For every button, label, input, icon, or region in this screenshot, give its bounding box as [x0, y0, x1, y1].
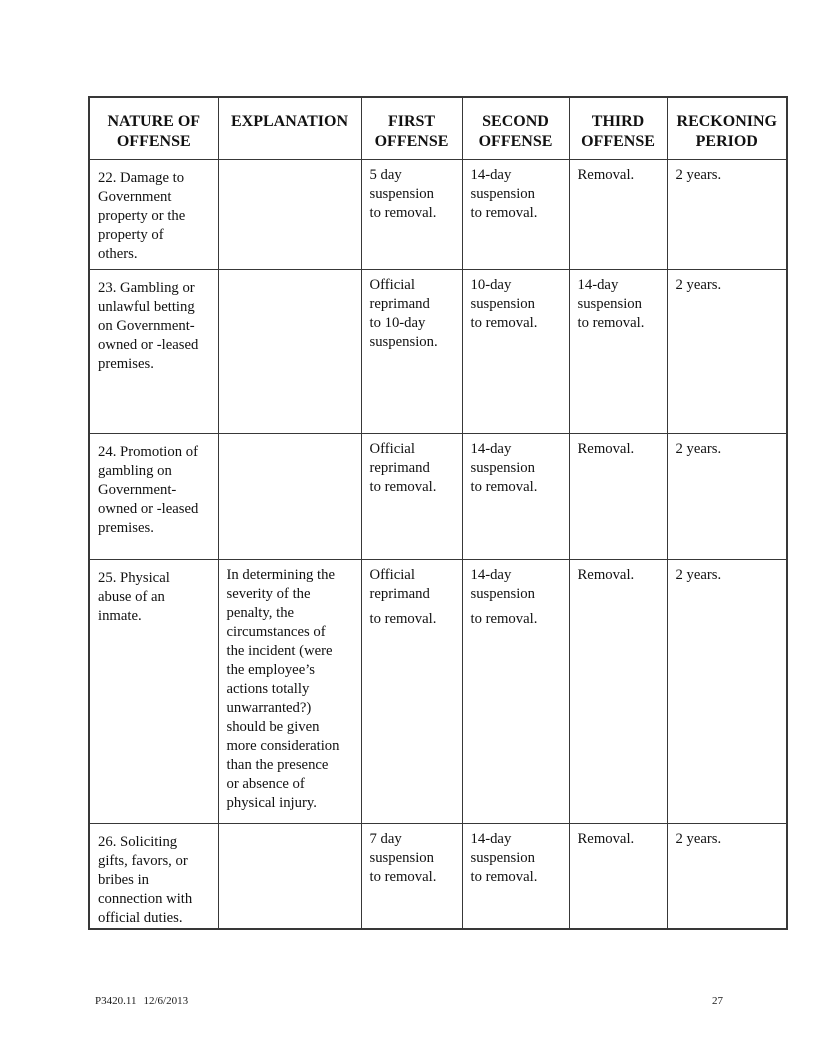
cell-explanation [218, 159, 361, 269]
cell-reckoning-period: 2 years. [667, 269, 787, 433]
cell-explanation: In determining the severity of the penalty, the circumstances of the incident (were the employee’s actions totally unwarranted?) should be given more consideration than the presence or absence of physical injury. [218, 559, 361, 823]
cell-first-offense: Official reprimand to 10-day suspension. [361, 269, 462, 433]
cell-first-offense: Official reprimand to removal. [361, 559, 462, 823]
cell-third-offense: Removal. [569, 823, 667, 929]
header-first-offense: FIRST OFFENSE [361, 97, 462, 159]
cell-first-offense: 7 day suspension to removal. [361, 823, 462, 929]
cell-third-offense: Removal. [569, 559, 667, 823]
cell-reckoning-period: 2 years. [667, 559, 787, 823]
cell-second-offense: 10-day suspension to removal. [462, 269, 569, 433]
page-footer [95, 994, 723, 1008]
cell-third-offense: Removal. [569, 159, 667, 269]
cell-second-offense: 14-day suspension to removal. [462, 559, 569, 823]
offense-row-24 [89, 433, 787, 559]
offense-penalty-table [88, 96, 788, 930]
cell-explanation [218, 433, 361, 559]
header-second-offense: SECOND OFFENSE [462, 97, 569, 159]
cell-second-offense: 14-day suspension to removal. [462, 823, 569, 929]
cell-nature-offense: 25. Physical abuse of an inmate. [89, 559, 218, 823]
cell-nature-offense: 26. Soliciting gifts, favors, or bribes in connection with official duties. [89, 823, 218, 929]
cell-nature-offense: 22. Damage to Government property or the property of others. [89, 159, 218, 269]
table-header-row [89, 97, 787, 159]
cell-reckoning-period: 2 years. [667, 433, 787, 559]
header-nature-of-offense: NATURE OF OFFENSE [89, 97, 218, 159]
cell-first-offense: 5 day suspension to removal. [361, 159, 462, 269]
cell-reckoning-period: 2 years. [667, 823, 787, 929]
header-reckoning-period: RECKONING PERIOD [667, 97, 787, 159]
cell-first-offense: Official reprimand to removal. [361, 433, 462, 559]
cell-second-offense: 14-day suspension to removal. [462, 433, 569, 559]
cell-explanation [218, 823, 361, 929]
offense-row-22 [89, 159, 787, 269]
cell-third-offense: Removal. [569, 433, 667, 559]
offense-row-26 [89, 823, 787, 929]
footer-left [95, 994, 188, 1008]
cell-nature-offense: 23. Gambling or unlawful betting on Government- owned or -leased premises. [89, 269, 218, 433]
footer-date: 12/6/2013 [143, 995, 189, 1007]
header-third-offense: THIRD OFFENSE [569, 97, 667, 159]
cell-nature-offense: 24. Promotion of gambling on Government- owned or -leased premises. [89, 433, 218, 559]
cell-second-offense: 14-day suspension to removal. [462, 159, 569, 269]
offense-row-25 [89, 559, 787, 823]
cell-explanation [218, 269, 361, 433]
header-explanation: EXPLANATION [218, 97, 361, 159]
footer-doc-number: P3420.11 [95, 995, 137, 1007]
offense-row-23 [89, 269, 787, 433]
cell-third-offense: 14-day suspension to removal. [569, 269, 667, 433]
cell-reckoning-period: 2 years. [667, 159, 787, 269]
page-number: 27 [712, 995, 723, 1007]
